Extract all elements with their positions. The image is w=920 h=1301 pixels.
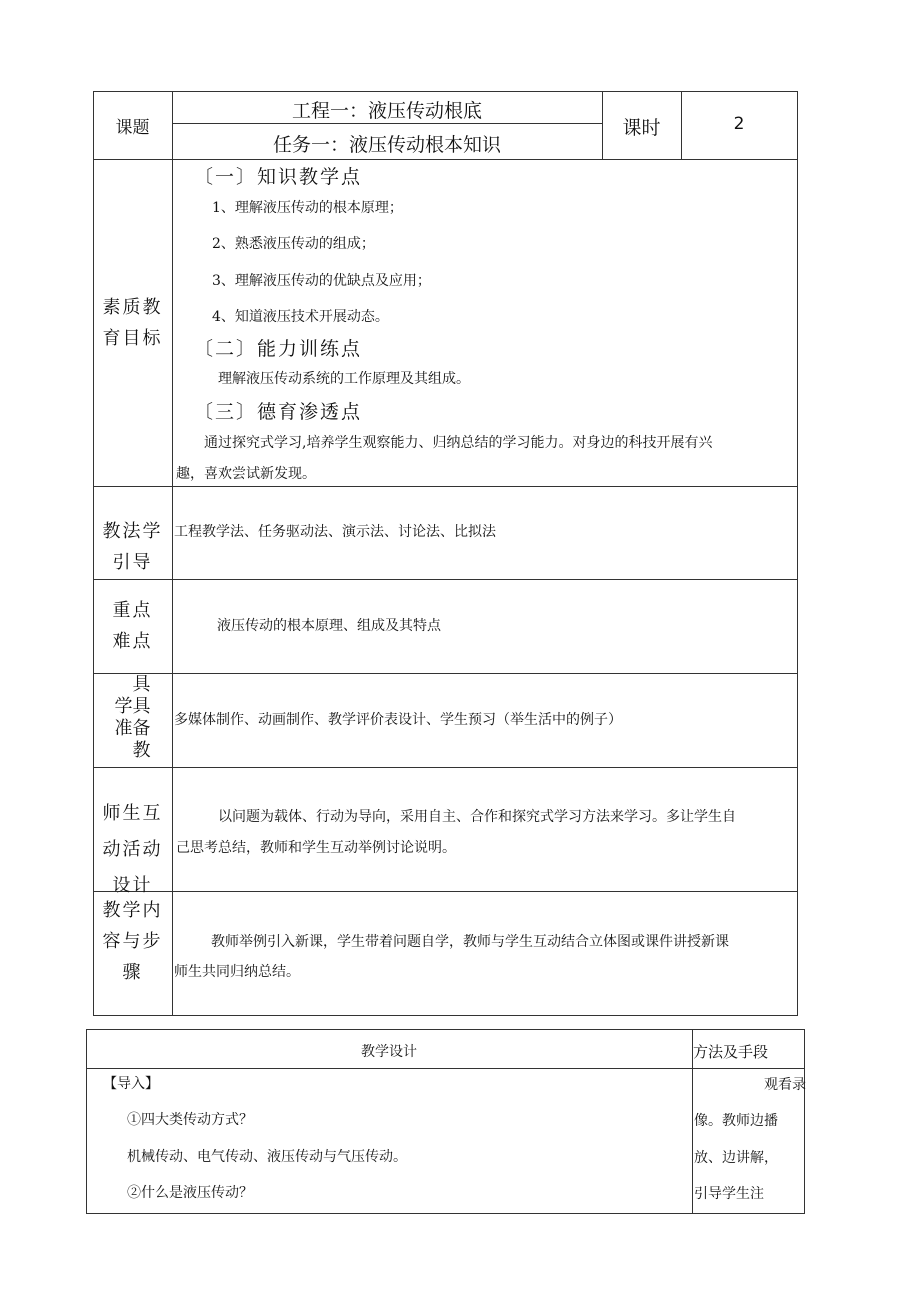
moral-heading: 〔三〕德育渗透点 xyxy=(194,401,363,423)
key-points-text: 液压传动的根本原理、组成及其特点 xyxy=(217,618,441,634)
list-item: 3、理解液压传动的优缺点及应用； xyxy=(212,273,431,289)
prep-text: 多媒体制作、动画制作、教学评价表设计、学生预习（举生活中的例子） xyxy=(174,712,622,728)
design-column-header: 教学设计 xyxy=(361,1044,417,1060)
methods-text: 工程教学法、任务驱动法、演示法、讨论法、比拟法 xyxy=(174,524,496,540)
goals-label: 素质教 育目标 xyxy=(102,297,163,349)
list-item: 1、理解液压传动的根本原理； xyxy=(212,200,403,216)
intro-answer-1: 机械传动、电气传动、液压传动与气压传动。 xyxy=(127,1149,407,1165)
ability-text: 理解液压传动系统的工作原理及其组成。 xyxy=(218,371,470,387)
moral-text-1: 通过探究式学习,培养学生观察能力、归纳总结的学习能力。对身边的科技开展有兴 xyxy=(204,435,713,451)
method-column-header: 方法及手段 xyxy=(693,1043,769,1061)
intro-question-2: ②什么是液压传动？ xyxy=(127,1185,253,1201)
interaction-text-1: 以问题为载体、行动为导向，采用自主、合作和探究式学习方法来学习。多让学生自 xyxy=(218,809,736,825)
steps-text-2: 师生共同归纳总结。 xyxy=(174,964,300,980)
knowledge-heading: 〔一〕知识教学点 xyxy=(194,166,363,188)
hours-label: 课时 xyxy=(622,117,661,139)
prep-label: 具 学具 准备 教 xyxy=(114,674,151,761)
interaction-text-2: 己思考总结，教师和学生互动举例讨论说明。 xyxy=(176,840,456,856)
interaction-label: 师生互 动活动 设计 xyxy=(102,803,163,896)
ability-heading: 〔二〕能力训练点 xyxy=(194,338,363,360)
list-item: 2、熟悉液压传动的组成； xyxy=(212,236,375,252)
knowledge-list xyxy=(212,193,431,338)
intro-heading: 【导入】 xyxy=(103,1076,159,1092)
subject-label: 课题 xyxy=(115,118,150,138)
method-notes: 观看录 像。教师边播 放、边讲解， 引导学生注 xyxy=(694,1077,806,1202)
steps-text-1: 教师举例引入新课，学生带着问题自学，教师与学生互动结合立体图或课件讲授新课 xyxy=(211,934,729,950)
moral-text-2: 趣，喜欢尝试新发现。 xyxy=(176,466,316,482)
key-points-label: 重点 难点 xyxy=(112,600,153,652)
project-title: 工程一：液压传动根底 xyxy=(291,100,482,122)
list-item: 4、知道液压技术开展动态。 xyxy=(212,309,389,325)
task-title: 任务一：液压传动根本知识 xyxy=(272,134,501,156)
steps-label: 教学内 容与步 骤 xyxy=(102,900,163,983)
hours-value: 2 xyxy=(733,114,745,134)
methods-label: 教法学 引导 xyxy=(102,521,163,573)
intro-question-1: ①四大类传动方式？ xyxy=(127,1112,253,1128)
